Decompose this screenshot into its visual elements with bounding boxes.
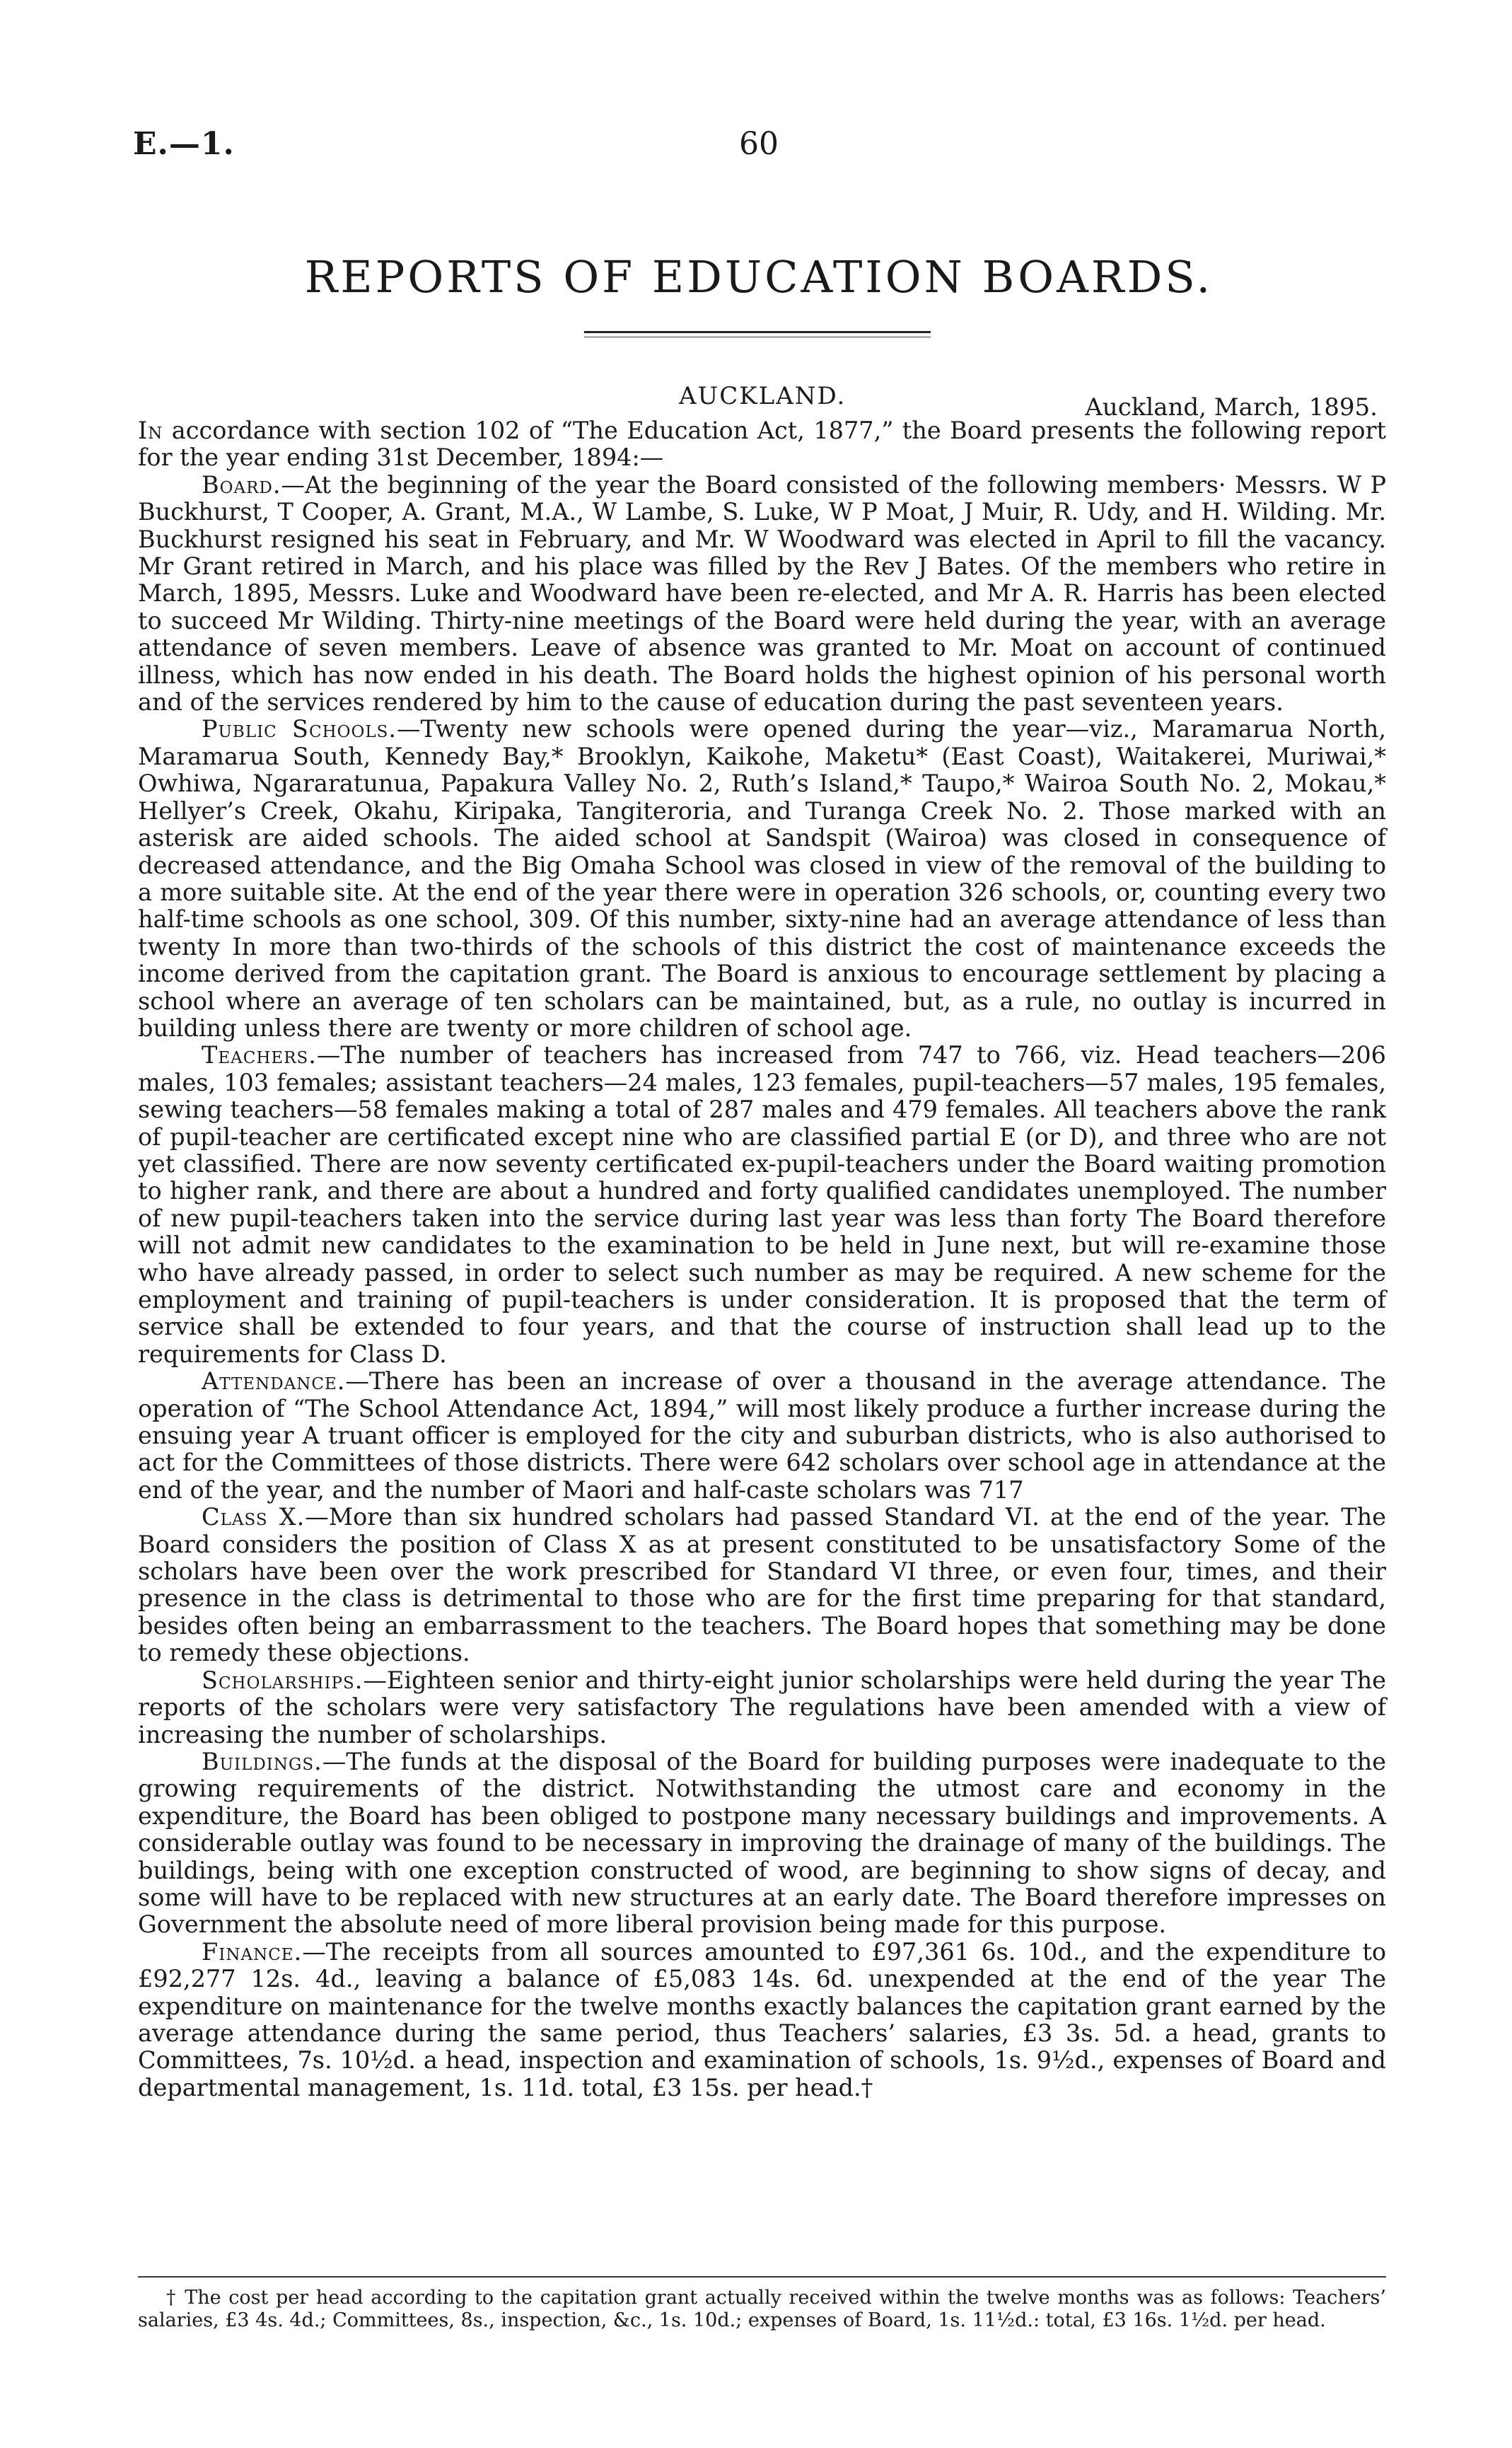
page-title: REPORTS OF EDUCATION BOARDS. [304,251,1214,303]
paragraph-lead: Scholarships. [202,1666,364,1694]
paragraph-buildings [138,1748,1386,1939]
paragraph-lead: Class X. [202,1503,306,1531]
paragraph-public-schools [138,716,1386,1042]
paragraph-text: —The funds at the disposal of the Board for building purposes were inadequate to the growing requirements of the district. Notwithstanding the utmost care and economy in the expenditure, the Board has been obliged to postpone many necessary buildings and improvements. A considerable outlay was found to be necessary in improving the drainage of many of the buildings. The buildings, being with one exception constructed of wood, are beginning to show signs of decay, and some will have to be replaced with new structures at an early date. The Board therefore impresses on Government the absolute need of more liberal provision being made for this purpose. [138,1747,1386,1939]
paragraph-lead: In [138,417,163,444]
footnote-rule [138,2276,1386,2278]
paragraph-lead: Teachers. [202,1041,317,1069]
report-body [138,417,1386,2101]
paragraph-scholarships [138,1667,1386,1748]
series-code: E.—1. [133,126,235,162]
paragraph-text: —There has been an increase of over a thousand in the average attendance. The operation of “The School Attendance Act, 1894,” will most likely produce a further increase during the ensuing year A truant officer is employed for the city and suburban districts, who is also authorised to act for the Committees of those districts. There were 642 scholars over school age in attendance at the end of the year, and the number of Maori and half-caste scholars was 717 [138,1367,1386,1504]
paragraph-lead: Public Schools. [202,715,397,743]
paragraph-text: —Eighteen senior and thirty-eight junior scholarships were held during the year The reports of the scholars were very satisfactory The regulations have been amended with a view of increasing the number of scholarships. [138,1666,1386,1748]
paragraph-lead: Board. [202,470,281,499]
dateline: Auckland, March, 1895. [1085,393,1378,422]
page-number: 60 [739,126,779,162]
title-rule [584,331,931,333]
paragraph-text: accordance with section 102 of “The Education Act, 1877,” the Board presents the following report for the year ending 31st December, 1894:— [138,417,1386,472]
paragraph-lead: Attendance. [202,1367,346,1396]
paragraph-text: —The receipts from all sources amounted to £97,361 6s. 10d., and the expenditure to £92,277 12s. 4d., leaving a balance of £5,083 14s. 6d. unexpended at the end of the year The expenditure on maintenance for the twelve months exactly balances the capitation grant earned by the average attendance during the same period, thus Teachers’ salaries, £3 3s. 5d. a head, grants to Committees, 7s. 10½d. a head, inspection and examination of schools, 1s. 9½d., expenses of Board and departmental management, 1s. 11d. total, £3 15s. per head.† [138,1937,1386,2101]
paragraph-class-x [138,1504,1386,1666]
paragraph-lead: Buildings. [202,1747,322,1775]
paragraph-text: —At the beginning of the year the Board consisted of the following members· Messrs. W P Buckhurst, T Cooper, A. Grant, M.A., W Lambe, S. Luke, W P Moat, J Muir, R. Udy, and H. Wilding. Mr. Buckhurst resigned his seat in February, and Mr. W Woodward was elected in April to fill the vacancy. Mr Grant retired in March, and his place was filled by the Rev J Bates. Of the members who retire in March, 1895, Messrs. Luke and Woodward have been re-elected, and Mr A. R. Harris has been elected to succeed Mr Wilding. Thirty-nine meetings of the Board were held during the year, with an average attendance of seven members. Leave of absence was granted to Mr. Moat on account of continued illness, which has now ended in his death. The Board holds the highest opinion of his personal worth and of the services rendered by him to the cause of education during the past seventeen years. [138,470,1386,717]
section-heading: AUCKLAND. [679,382,847,410]
paragraph-board [138,472,1386,717]
paragraph-text: —Twenty new schools were opened during the year—viz., Maramarua North, Maramarua South, Kennedy Bay,* Brooklyn, Kaikohe, Maketu* (East Coast), Waitakerei, Muriwai,* Owhiwa, Ngararatunua, Papakura Valley No. 2, Ruth’s Island,* Taupo,* Wairoa South No. 2, Mokau,* Hellyer’s Creek, Okahu, Kiripaka, Tangiteroria, and Turanga Creek No. 2. Those marked with an asterisk are aided schools. The aided school at Sandspit (Wairoa) was closed in consequence of decreased attendance, and the Big Omaha School was closed in view of the removal of the building to a more suitable site. At the end of the year there were in operation 326 schools, or, counting every two half-time schools as one school, 309. Of this number, sixty-nine had an average attendance of less than twenty In more than two-thirds of the schools of this district the cost of maintenance exceeds the income derived from the capitation grant. The Board is anxious to encourage settlement by placing a school where an average of ten scholars can be maintained, but, as a rule, no outlay is incurred in building unless there are twenty or more children of school age. [138,715,1386,1042]
paragraph-finance [138,1939,1386,2101]
paragraph-introduction [138,417,1386,472]
paragraph-text: —The number of teachers has increased from 747 to 766, viz. Head teachers—206 males, 103 females; assistant teachers—24 males, 123 females, pupil-teachers—57 males, 195 females, sewing teachers—58 females making a total of 287 males and 479 females. All teachers above the rank of pupil-teacher are certificated except nine who are classified partial E (or D), and three who are not yet classified. There are now seventy certificated ex-pupil-teachers under the Board waiting promotion to higher rank, and there are about a hundred and forty qualified candidates unemployed. The number of new pupil-teachers taken into the service during last year was less than forty The Board therefore will not admit new candidates to the examination to be held in June next, but will re-examine those who have already passed, in order to select such number as may be required. A new scheme for the employment and training of pupil-teachers is under consideration. It is proposed that the term of service shall be extended to four years, and that the course of instruction shall lead up to the requirements for Class D. [138,1041,1386,1368]
running-head [133,126,1385,168]
footnote-cost-per-head: † The cost per head according to the capitation grant actually received within the twelve months was as follows: Teachers’ salaries, £3 4s. 4d.; Committees, 8s., inspection, &c., 1s. 10d.; expenses of Board, 1s. 11½d.: total, £3 16s. 1½d. per head. [138,2287,1386,2331]
paragraph-teachers [138,1042,1386,1368]
footnotes [138,2287,1386,2332]
paragraph-text: —More than six hundred scholars had passed Standard VI. at the end of the year. The Board considers the position of Class X as at present constituted to be unsatisfactory Some of the scholars have been over the work prescribed for Standard VI three, or even four, times, and their presence in the class is detrimental to those who are for the first time preparing for that standard, besides often being an embarrassment to the teachers. The Board hopes that something may be done to remedy these objections. [138,1503,1386,1667]
paragraph-lead: Finance. [202,1937,303,1966]
paragraph-attendance [138,1368,1386,1504]
